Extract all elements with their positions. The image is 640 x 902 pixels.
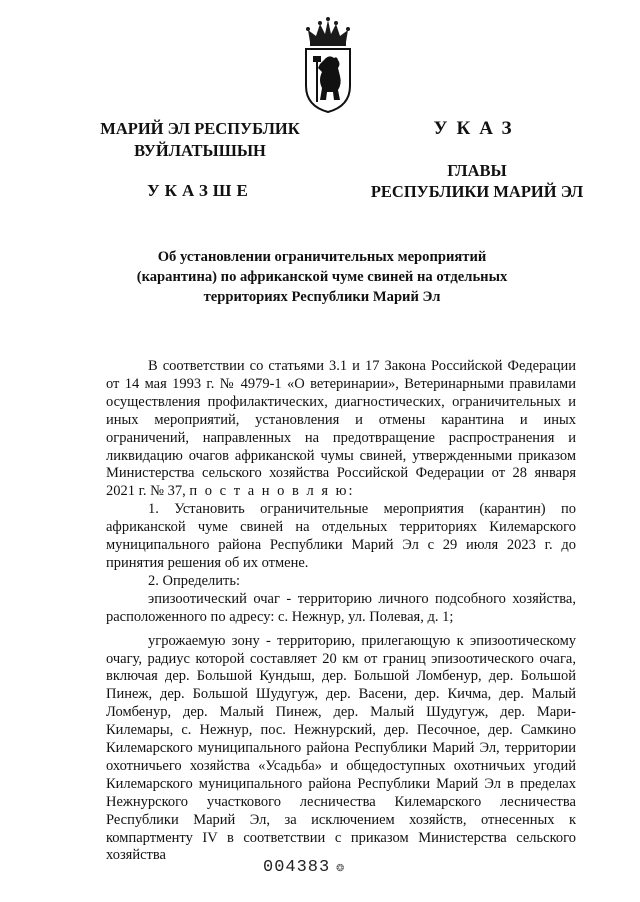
preamble-text: В соответствии со статьями 3.1 и 17 Закона Российской Федерации от 14 мая 1993 г. № 4979-1 «О ветеринарии», Ветеринарными правилами осуществления профилактических, диагностических, ограничительных и иных мероприятий, установления и отмены карантина и иных ограничений, направленных на предотвращение распространения и ликвидацию очагов африканской чумы свиней, утвержденными приказом Министерства сельского хозяйства Российской Федерации от 28 января 2021 г. № 37, [106, 358, 576, 500]
preamble-paragraph [106, 358, 576, 501]
header-right [362, 116, 592, 202]
stamp-mark-icon: ❂ [336, 860, 346, 875]
document-number [263, 858, 345, 877]
title-line2: (карантина) по африканской чуме свиней на отдельных [136, 269, 508, 285]
title-line3: территориях Республики Марий Эл [203, 289, 441, 305]
title-line1: Об установлении ограничительных мероприятий [157, 249, 487, 265]
header-left-line2: ВУЙЛАТЫШЫН [134, 141, 266, 160]
focus-paragraph: эпизоотический очаг - территорию личного подсобного хозяйства, расположенного по адресу: с. Нежнур, ул. Полевая, д. 1; [106, 590, 576, 625]
document-body [106, 358, 576, 865]
coat-of-arms-emblem [296, 16, 360, 114]
item1-paragraph: 1. Установить ограничительные мероприятия (карантин) по африканской чуме свиней на отдельных территориях Килемарского муниципального района Республики Марий Эл с 29 июля 2023 г. до принятия решения об их отмене. [106, 501, 576, 571]
header-left [95, 118, 305, 202]
header-right-line2: ГЛАВЫ [447, 161, 507, 180]
document-title [112, 247, 532, 307]
header-left-line1: МАРИЙ ЭЛ РЕСПУБЛИК [100, 119, 300, 138]
item2-paragraph: 2. Определить: [148, 572, 241, 589]
header-right-line1: УКАЗ [433, 118, 521, 139]
header-right-line3: РЕСПУБЛИКИ МАРИЙ ЭЛ [370, 182, 584, 201]
postanovlyayu-text: п о с т а н о в л я ю: [189, 483, 355, 500]
document-number-text: 004383 [263, 858, 331, 877]
header-left-line3: УКАЗШЕ [147, 181, 253, 200]
threat-paragraph: угрожаемую зону - территорию, прилегающую к эпизоотическому очагу, радиус которой составляет 20 км от границ эпизоотического очага, включая дер. Большой Кундыш, дер. Большой Ломбенур, дер. Большой Пинеж, дер. Большой Шудугуж, дер. Васени, дер. Кичма, дер. Малый Ломбенур, дер. Малый Пинеж, дер. Малый Шудугуж, дер. Мари-Килемары, с. Нежнур, пос. Нежнурский, дер. Песочное, дер. Самкино Килемарского муниципального района Республики Марий Эл, территории охотничьего хозяйства «Усадьба» и общедоступных охотничьих угодий Килемарского муниципального района Республики Марий Эл в пределах Нежнурского участкового лесничества Килемарского лесничества Республики Марий Эл, за исключением хозяйств, отнесенных к компартменту IV в соответствии с приказом Министерства сельского хозяйства [106, 632, 576, 864]
